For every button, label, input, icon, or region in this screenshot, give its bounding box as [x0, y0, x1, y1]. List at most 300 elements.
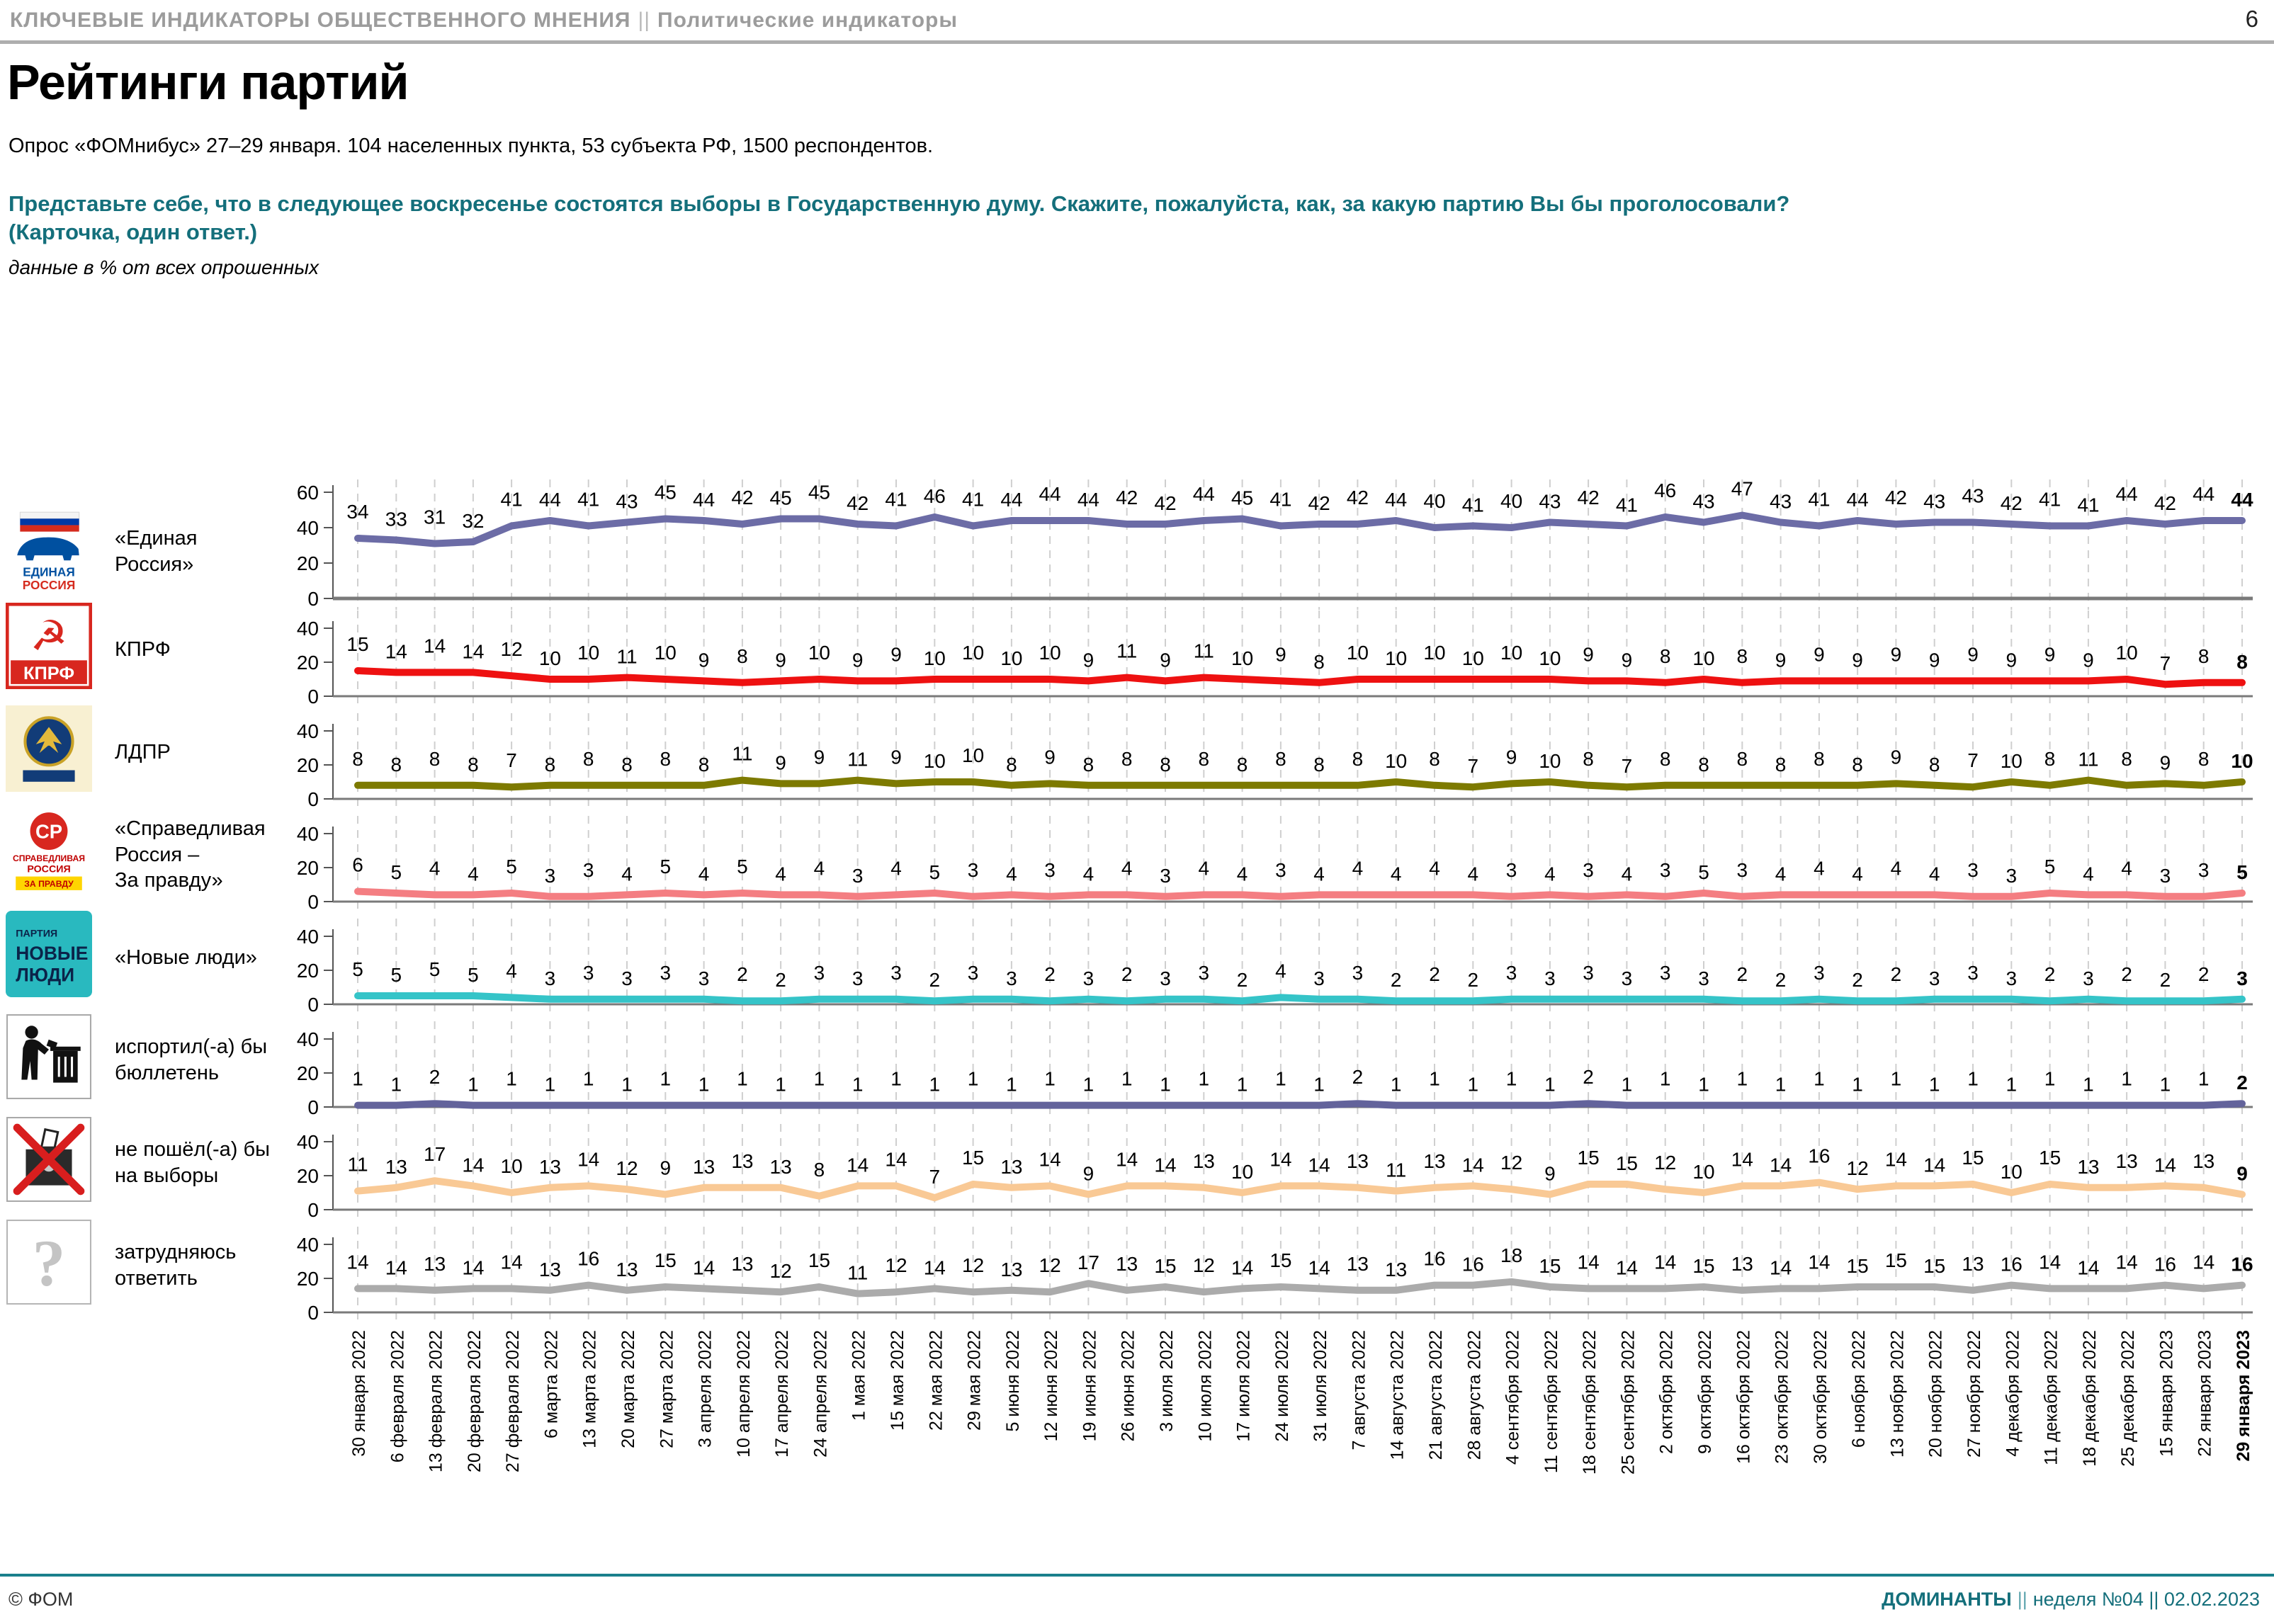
value-label: 9 [1275, 643, 1286, 666]
value-label: 3 [1160, 967, 1171, 989]
series-line [358, 516, 2242, 544]
value-label: 9 [852, 649, 864, 671]
value-label: 5 [660, 856, 672, 878]
value-label: 9 [890, 643, 902, 666]
value-label: 8 [1121, 747, 1133, 770]
value-label: 9 [2006, 649, 2018, 671]
value-label: 2 [1390, 969, 1402, 992]
value-label: 44 [2231, 489, 2253, 511]
value-label: 8 [1698, 753, 1709, 776]
value-label: 4 [2083, 863, 2094, 885]
value-label: 13 [538, 1258, 561, 1281]
value-label: 3 [1352, 961, 1364, 984]
svg-text:ПАРТИЯ: ПАРТИЯ [16, 928, 58, 940]
value-label: 1 [2159, 1073, 2171, 1096]
value-label: 15 [1692, 1255, 1715, 1277]
value-label: 4 [468, 863, 479, 885]
y-tick-label: 0 [307, 686, 319, 708]
value-label: 10 [2231, 750, 2253, 772]
value-label: 3 [1505, 961, 1517, 984]
value-label: 3 [852, 864, 864, 887]
value-label: 4 [1429, 857, 1440, 880]
value-label: 8 [544, 753, 556, 776]
date-label: 11 декабря 2022 [2041, 1330, 2061, 1465]
series-label-line: ЛДПР [115, 740, 171, 763]
value-label: 2 [2236, 1072, 2248, 1094]
value-label: 4 [1621, 863, 1633, 885]
value-label: 4 [1467, 863, 1479, 885]
value-label: 12 [500, 638, 523, 661]
value-label: 3 [813, 961, 825, 984]
date-label: 31 июля 2022 [1311, 1330, 1331, 1442]
value-label: 8 [1313, 753, 1325, 776]
value-label: 10 [1231, 647, 1254, 669]
value-label: 12 [1192, 1254, 1215, 1277]
value-label: 14 [2193, 1251, 2215, 1273]
value-label: 2 [737, 963, 748, 986]
value-label: 4 [1275, 960, 1286, 982]
value-label: 11 [2078, 748, 2099, 771]
value-label: 15 [1846, 1255, 1869, 1277]
value-label: 17 [1077, 1251, 1099, 1274]
y-tick-label: 40 [296, 1234, 319, 1256]
value-label: 3 [544, 967, 556, 989]
value-label: 14 [1231, 1256, 1254, 1279]
date-label: 27 марта 2022 [657, 1330, 677, 1448]
value-label: 42 [1577, 487, 1600, 509]
value-label: 13 [616, 1258, 638, 1281]
value-label: 1 [1736, 1067, 1748, 1090]
value-label: 1 [929, 1073, 941, 1096]
value-label: 16 [1808, 1145, 1831, 1167]
value-label: 3 [1544, 967, 1556, 989]
series-label-line: испортил(-а) бы [115, 1035, 268, 1059]
value-label: 3 [1082, 967, 1094, 989]
value-label: 5 [390, 861, 402, 883]
value-label: 14 [2039, 1251, 2061, 1273]
value-label: 14 [346, 1251, 369, 1273]
y-tick-label: 40 [296, 1028, 319, 1050]
value-label: 13 [1423, 1149, 1446, 1172]
value-label: 8 [390, 753, 402, 776]
date-label: 26 июня 2022 [1118, 1330, 1138, 1442]
y-tick-label: 0 [307, 1302, 319, 1324]
y-tick-label: 20 [296, 652, 319, 674]
value-label: 12 [1500, 1152, 1523, 1174]
value-label: 6 [352, 853, 363, 876]
value-label: 10 [1692, 1161, 1715, 1183]
value-label: 3 [967, 858, 979, 881]
series-line [358, 1103, 2242, 1105]
value-label: 5 [390, 964, 402, 986]
value-label: 3 [2006, 864, 2018, 887]
value-label: 45 [654, 481, 677, 504]
series-line [358, 996, 2242, 1001]
value-label: 10 [2000, 1161, 2023, 1183]
series-line [358, 1282, 2242, 1294]
value-label: 1 [2006, 1073, 2018, 1096]
value-label: 10 [1423, 642, 1446, 664]
value-label: 4 [1775, 863, 1787, 885]
value-label: 40 [1423, 490, 1446, 512]
value-label: 5 [468, 964, 479, 986]
value-label: 8 [1659, 747, 1671, 770]
value-label: 13 [2115, 1149, 2138, 1172]
series-line [358, 780, 2242, 788]
value-label: 15 [1884, 1249, 1907, 1271]
y-tick-label: 0 [307, 1096, 319, 1118]
value-label: 5 [1698, 861, 1709, 883]
value-label: 41 [962, 488, 985, 511]
value-label: 9 [1928, 649, 1940, 671]
value-label: 5 [352, 958, 363, 980]
value-label: 3 [2159, 864, 2171, 887]
header-title: КЛЮЧЕВЫЕ ИНДИКАТОРЫ ОБЩЕСТВЕННОГО МНЕНИЯ [10, 8, 631, 32]
value-label: 10 [1385, 647, 1408, 669]
value-label: 12 [1846, 1157, 1869, 1180]
value-label: 1 [1928, 1073, 1940, 1096]
value-label: 42 [847, 492, 869, 514]
value-label: 8 [1006, 753, 1017, 776]
series-label-line: За правду» [115, 869, 223, 892]
value-label: 3 [1198, 961, 1210, 984]
value-label: 1 [1044, 1067, 1056, 1090]
value-label: 10 [962, 642, 985, 664]
value-label: 46 [1654, 479, 1677, 501]
value-label: 9 [1583, 643, 1594, 666]
value-label: 5 [2236, 861, 2248, 883]
series-label-line: на выборы [115, 1164, 219, 1187]
value-label: 1 [890, 1067, 902, 1090]
date-label: 22 мая 2022 [926, 1330, 946, 1431]
value-label: 8 [1198, 747, 1210, 770]
date-label: 16 октября 2022 [1733, 1330, 1754, 1464]
value-label: 4 [1236, 863, 1248, 885]
value-label: 41 [1808, 488, 1831, 511]
value-label: 4 [1006, 863, 1017, 885]
value-label: 14 [2077, 1256, 2100, 1279]
value-label: 15 [1269, 1249, 1292, 1271]
value-label: 8 [1928, 753, 1940, 776]
value-label: 2 [1583, 1066, 1594, 1089]
value-label: 4 [698, 863, 710, 885]
value-label: 10 [808, 642, 830, 664]
value-label: 14 [923, 1256, 946, 1279]
value-label: 10 [923, 647, 946, 669]
date-label: 11 сентября 2022 [1541, 1330, 1561, 1474]
date-label: 22 января 2023 [2195, 1330, 2215, 1457]
value-label: 10 [1039, 642, 1061, 664]
value-label: 14 [462, 1154, 485, 1176]
date-label: 4 сентября 2022 [1503, 1330, 1523, 1465]
date-label: 9 октября 2022 [1695, 1330, 1715, 1454]
value-label: 2 [1121, 963, 1133, 986]
value-label: 3 [1583, 961, 1594, 984]
value-label: 8 [1082, 753, 1094, 776]
series-label-line: Россия – [115, 843, 200, 866]
value-label: 7 [929, 1166, 941, 1188]
value-label: 14 [1116, 1148, 1138, 1171]
svg-text:РОССИЯ: РОССИЯ [22, 577, 76, 591]
value-label: 41 [2077, 494, 2100, 516]
date-label: 15 января 2023 [2156, 1330, 2177, 1457]
value-label: 3 [1736, 858, 1748, 881]
value-label: 3 [544, 864, 556, 887]
value-label: 3 [1659, 961, 1671, 984]
value-label: 9 [775, 751, 786, 774]
value-label: 14 [385, 1256, 407, 1279]
value-label: 1 [1429, 1067, 1440, 1090]
svg-text:ЗА ПРАВДУ: ЗА ПРАВДУ [24, 878, 74, 889]
value-label: 1 [1967, 1067, 1979, 1090]
y-tick-label: 0 [307, 588, 319, 610]
y-tick-label: 60 [296, 482, 319, 504]
value-label: 8 [1736, 645, 1748, 667]
value-label: 10 [1461, 647, 1484, 669]
date-label: 20 ноября 2022 [1925, 1330, 1946, 1458]
value-label: 14 [1884, 1148, 1907, 1171]
value-label: 45 [808, 481, 830, 504]
date-label: 29 января 2023 [2234, 1330, 2253, 1462]
value-label: 8 [1736, 747, 1748, 770]
date-label: 13 февраля 2022 [426, 1330, 446, 1473]
value-label: 8 [582, 747, 594, 770]
value-label: 9 [1544, 1162, 1556, 1185]
value-label: 1 [1621, 1073, 1633, 1096]
y-tick-label: 20 [296, 754, 319, 776]
value-label: 10 [1692, 647, 1715, 669]
value-label: 2 [1352, 1066, 1364, 1089]
value-label: 9 [813, 746, 825, 768]
date-label: 6 ноября 2022 [1849, 1330, 1869, 1448]
value-label: 2 [1044, 963, 1056, 986]
value-label: 10 [2000, 750, 2023, 772]
value-label: 1 [621, 1073, 633, 1096]
value-label: 3 [582, 858, 594, 881]
date-label: 27 февраля 2022 [503, 1330, 524, 1473]
value-label: 10 [1346, 642, 1369, 664]
value-label: 1 [2083, 1073, 2094, 1096]
value-label: 5 [506, 856, 517, 878]
value-label: 43 [1962, 484, 1984, 507]
value-label: 13 [1385, 1258, 1408, 1281]
value-label: 13 [769, 1155, 792, 1178]
value-label: 43 [1692, 490, 1715, 513]
value-label: 1 [1198, 1067, 1210, 1090]
value-label: 1 [1082, 1073, 1094, 1096]
svg-text:РОССИЯ: РОССИЯ [27, 863, 71, 875]
value-label: 10 [1385, 750, 1408, 772]
value-label: 3 [1006, 967, 1017, 989]
value-label: 1 [1275, 1067, 1286, 1090]
value-label: 43 [1539, 490, 1561, 513]
value-label: 1 [1006, 1073, 1017, 1096]
value-label: 1 [852, 1073, 864, 1096]
date-label: 10 июля 2022 [1195, 1330, 1216, 1442]
date-label: 5 июня 2022 [1002, 1330, 1023, 1432]
value-label: 8 [1352, 747, 1364, 770]
value-label: 3 [890, 961, 902, 984]
svg-text:НОВЫЕ: НОВЫЕ [16, 943, 89, 965]
value-label: 11 [1386, 1159, 1407, 1181]
date-label: 20 февраля 2022 [464, 1330, 485, 1473]
value-label: 12 [885, 1254, 907, 1277]
value-label: 8 [1659, 645, 1671, 667]
series-line [358, 1181, 2242, 1198]
value-label: 1 [1814, 1067, 1825, 1090]
series-line [358, 892, 2242, 897]
page-number: 6 [2245, 6, 2258, 32]
value-label: 12 [1039, 1254, 1061, 1277]
y-tick-label: 40 [296, 1131, 319, 1153]
y-tick-label: 0 [307, 788, 319, 810]
value-label: 11 [847, 1261, 869, 1284]
value-label: 5 [737, 856, 748, 878]
value-label: 3 [1044, 858, 1056, 881]
value-label: 41 [1461, 494, 1484, 516]
value-label: 2 [775, 969, 786, 992]
value-label: 14 [1615, 1256, 1638, 1279]
date-label: 3 июля 2022 [1157, 1330, 1177, 1432]
value-label: 8 [429, 747, 441, 770]
value-label: 44 [1039, 483, 1061, 505]
value-label: 2 [1236, 969, 1248, 992]
value-label: 42 [2000, 492, 2023, 514]
y-tick-label: 40 [296, 618, 319, 640]
series-label-line: КПРФ [115, 637, 171, 661]
value-label: 15 [808, 1249, 830, 1271]
footer-copyright: © ФОМ [9, 1589, 74, 1610]
value-label: 8 [813, 1158, 825, 1181]
value-label: 14 [1154, 1154, 1177, 1176]
value-label: 44 [1192, 483, 1215, 505]
value-label: 4 [1390, 863, 1402, 885]
value-label: 13 [424, 1252, 446, 1275]
svg-text:СПРАВЕДЛИВАЯ: СПРАВЕДЛИВАЯ [12, 853, 86, 864]
value-label: 45 [769, 487, 792, 509]
date-label: 28 августа 2022 [1464, 1330, 1485, 1460]
value-label: 4 [2121, 857, 2132, 880]
value-label: 10 [1000, 647, 1023, 669]
value-label: 8 [1275, 747, 1286, 770]
value-label: 15 [1962, 1147, 1984, 1169]
value-label: 4 [813, 857, 825, 880]
value-label: 8 [2044, 747, 2056, 770]
value-label: 4 [429, 857, 441, 880]
value-label: 16 [2231, 1253, 2253, 1276]
value-label: 3 [2006, 967, 2018, 989]
value-label: 14 [1770, 1154, 1792, 1176]
date-label: 20 марта 2022 [618, 1330, 638, 1448]
value-label: 4 [1352, 857, 1364, 880]
value-label: 44 [2115, 483, 2138, 505]
value-label: 4 [506, 960, 517, 982]
value-label: 14 [1269, 1148, 1292, 1171]
value-label: 3 [1313, 967, 1325, 989]
value-label: 8 [2197, 747, 2210, 770]
value-label: 44 [538, 489, 561, 511]
value-label: 44 [693, 489, 715, 511]
value-label: 3 [1621, 967, 1633, 989]
series-label-line: «Единая [115, 527, 198, 550]
value-label: 9 [1082, 1162, 1094, 1185]
value-label: 13 [1346, 1149, 1369, 1172]
survey-subtitle: Опрос «ФОМнибус» 27–29 января. 104 населенных пункта, 53 субъекта РФ, 1500 респондентов. [9, 135, 934, 157]
value-label: 9 [1890, 643, 1902, 666]
svg-text:ЛЮДИ: ЛЮДИ [16, 964, 75, 986]
value-label: 3 [698, 967, 710, 989]
value-label: 10 [962, 744, 985, 766]
value-label: 3 [1928, 967, 1940, 989]
date-label: 30 января 2022 [349, 1330, 369, 1457]
value-label: 9 [698, 649, 710, 671]
value-label: 8 [352, 747, 363, 770]
value-label: 8 [1814, 747, 1825, 770]
y-tick-label: 20 [296, 857, 319, 879]
svg-text:ЕДИНАЯ: ЕДИНАЯ [23, 564, 75, 579]
value-label: 3 [1275, 858, 1286, 881]
value-label: 1 [1890, 1067, 1902, 1090]
value-label: 14 [1654, 1251, 1677, 1273]
date-label: 18 декабря 2022 [2079, 1330, 2100, 1467]
y-tick-label: 20 [296, 1268, 319, 1290]
value-label: 2 [1852, 969, 1863, 992]
value-label: 3 [582, 961, 594, 984]
svg-text:?: ? [32, 1227, 66, 1300]
question-line1: Представьте себе, что в следующее воскресенье состоятся выборы в Государственную думу. Скажите, пожалуйста, как, за какую партию Вы бы проголосовали? [9, 191, 1790, 216]
value-label: 10 [1539, 750, 1561, 772]
y-tick-label: 20 [296, 960, 319, 982]
value-label: 10 [1231, 1161, 1254, 1183]
value-label: 1 [775, 1073, 786, 1096]
date-label: 6 февраля 2022 [388, 1330, 408, 1463]
value-label: 5 [429, 958, 441, 980]
value-label: 8 [1583, 747, 1594, 770]
value-label: 14 [1308, 1154, 1330, 1176]
value-label: 2 [1736, 963, 1748, 986]
header-separator: || [638, 8, 651, 32]
svg-text:☭: ☭ [30, 611, 68, 661]
value-label: 11 [347, 1153, 368, 1176]
value-label: 1 [390, 1073, 402, 1096]
value-label: 4 [1198, 857, 1210, 880]
value-label: 15 [1539, 1255, 1561, 1277]
value-label: 13 [1346, 1252, 1369, 1275]
series-label-line: затрудняюсь [115, 1241, 237, 1264]
value-label: 14 [1770, 1256, 1792, 1279]
value-label: 14 [1923, 1154, 1946, 1176]
value-label: 9 [1814, 643, 1825, 666]
value-label: 17 [424, 1143, 446, 1166]
value-label: 10 [1500, 642, 1523, 664]
value-label: 4 [890, 857, 902, 880]
footer-edition: неделя №04 || 02.02.2023 [2032, 1589, 2260, 1610]
date-label: 24 июля 2022 [1272, 1330, 1292, 1442]
value-label: 13 [2193, 1149, 2215, 1172]
value-label: 5 [2044, 856, 2056, 878]
value-label: 8 [1236, 753, 1248, 776]
value-label: 7 [1467, 755, 1479, 778]
value-label: 2 [429, 1066, 441, 1089]
date-label: 30 октября 2022 [1810, 1330, 1831, 1464]
value-label: 15 [962, 1147, 985, 1169]
value-label: 2 [1467, 969, 1479, 992]
value-label: 8 [1429, 747, 1440, 770]
date-label: 1 мая 2022 [849, 1330, 869, 1421]
value-label: 14 [885, 1148, 907, 1171]
value-label: 3 [1698, 967, 1709, 989]
value-label: 41 [885, 488, 907, 511]
